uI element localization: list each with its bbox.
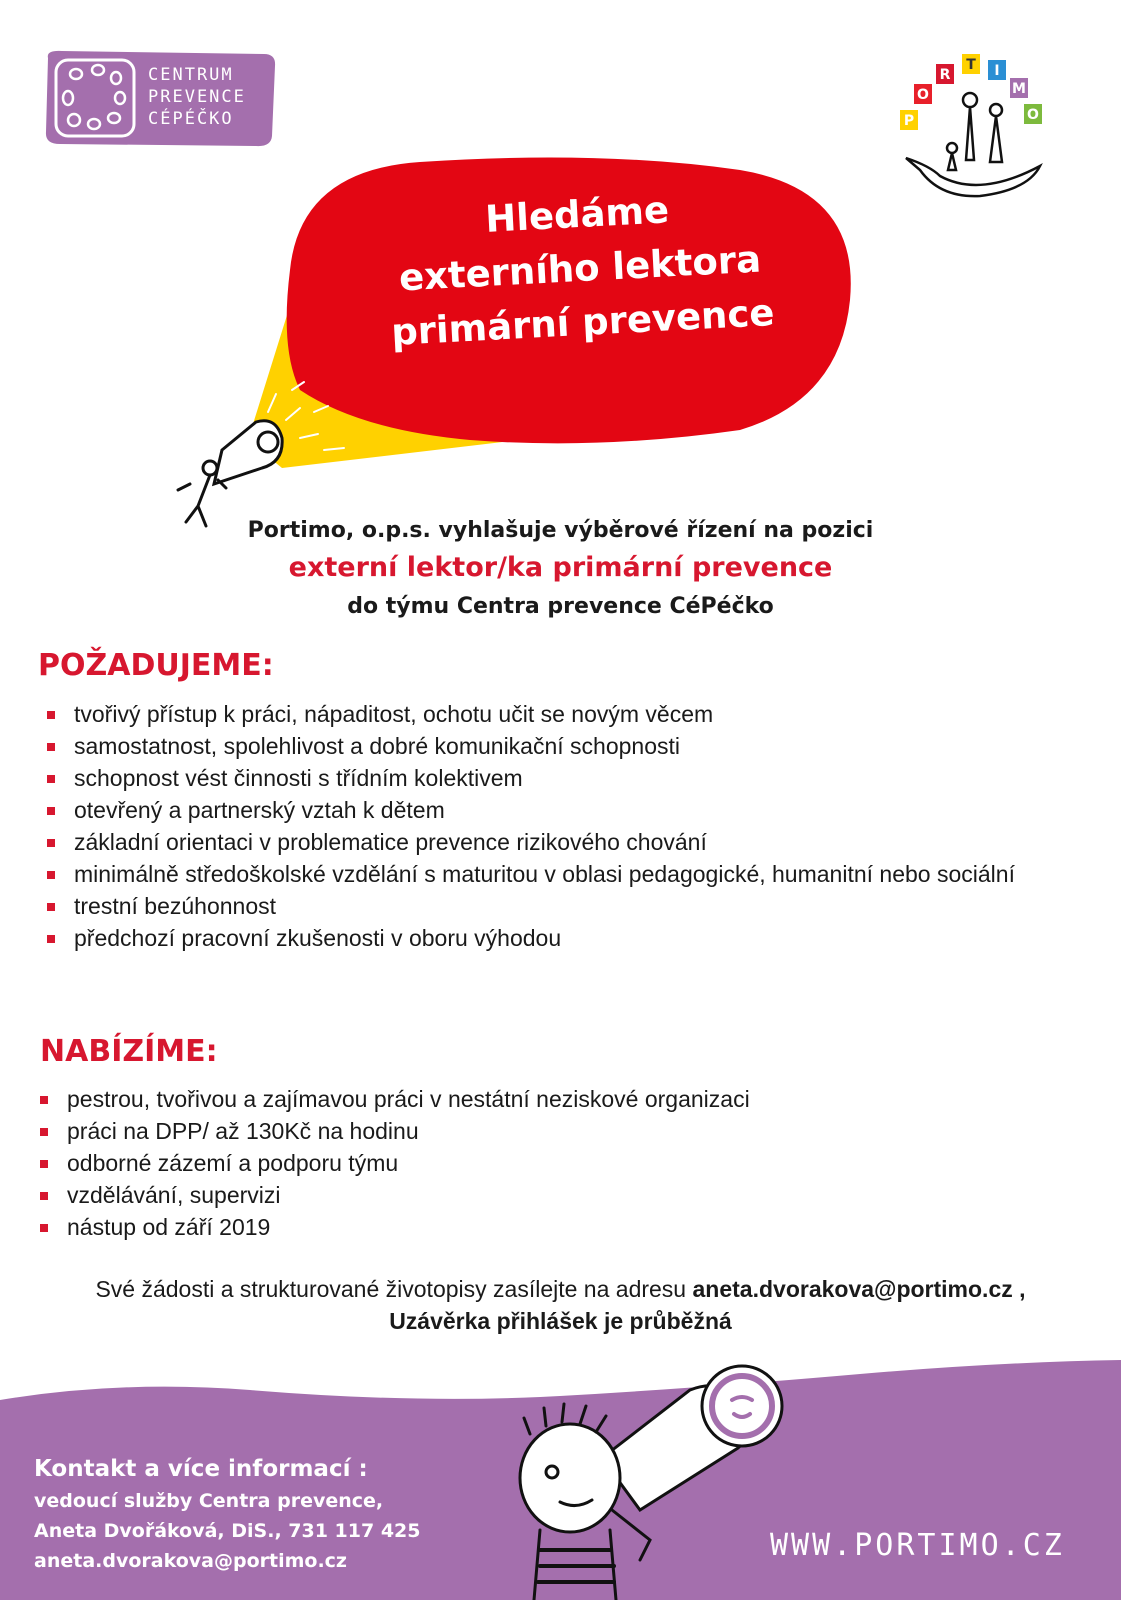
list-item: vzdělávání, supervizi	[67, 1179, 750, 1211]
svg-text:R: R	[939, 67, 951, 83]
application-deadline: Uzávěrka přihlášek je průběžná	[389, 1308, 732, 1334]
svg-text:I: I	[994, 63, 1000, 79]
application-text: Své žádosti a strukturované životopisy zasílejte na adresu	[95, 1276, 693, 1302]
logo-text-line: CÉPÉČKO	[148, 109, 234, 129]
offer-heading: NABÍZÍME:	[40, 1034, 218, 1069]
flashlight-figure	[178, 421, 282, 526]
hero-line: externího lektora	[397, 237, 763, 300]
cepecko-logo-text	[148, 64, 268, 130]
list-item: pestrou, tvořivou a zajímavou práci v nestátní neziskové organizaci	[67, 1083, 750, 1115]
list-item: základní orientaci v problematice prevence rizikového chování	[74, 826, 1015, 858]
requirements-list	[74, 698, 1015, 954]
contact-name-phone: Aneta Dvořáková, DiS., 731 117 425	[34, 1520, 421, 1542]
list-item: schopnost vést činnosti s třídním kolektivem	[74, 762, 1015, 794]
offer-list	[67, 1083, 750, 1243]
contact-title: Kontakt a více informací :	[34, 1456, 368, 1482]
list-item: samostatnost, spolehlivost a dobré komunikační schopnosti	[74, 730, 1015, 762]
bullet-icon	[40, 1224, 48, 1232]
list-item: práci na DPP/ až 130Kč na hodinu	[67, 1115, 750, 1147]
contact-role: vedoucí služby Centra prevence,	[34, 1490, 384, 1512]
list-item: nástup od září 2019	[67, 1211, 750, 1243]
list-item: předchozí pracovní zkušenosti v oboru výhodou	[74, 922, 1015, 954]
list-item: trestní bezúhonnost	[74, 890, 1015, 922]
intro-team-line: do týmu Centra prevence CéPéčko	[347, 594, 774, 619]
hero-line: Hledáme	[484, 188, 671, 241]
bullet-icon	[47, 839, 55, 847]
bullet-icon	[40, 1096, 48, 1104]
bullet-icon	[47, 775, 55, 783]
hero-line: primární prevence	[390, 290, 776, 354]
bullet-icon	[40, 1192, 48, 1200]
svg-text:T: T	[966, 57, 976, 73]
contact-info	[34, 1452, 421, 1576]
position-title: externí lektor/ka primární prevence	[288, 552, 833, 583]
logo-text-line: PREVENCE	[148, 87, 246, 107]
list-item: otevřený a partnerský vztah k dětem	[74, 794, 1015, 826]
logo-text-line: CENTRUM	[148, 65, 234, 85]
svg-text:O: O	[917, 87, 929, 103]
contact-email-link[interactable]: aneta.dvorakova@portimo.cz	[34, 1550, 347, 1572]
bullet-icon	[40, 1128, 48, 1136]
bullet-icon	[47, 807, 55, 815]
svg-text:M: M	[1012, 81, 1026, 97]
website-link[interactable]: WWW.PORTIMO.CZ	[770, 1528, 1065, 1563]
list-item: odborné zázemí a podporu týmu	[67, 1147, 750, 1179]
svg-text:O: O	[1027, 107, 1039, 123]
requirements-heading: POŽADUJEME:	[38, 648, 274, 683]
application-instructions	[0, 1276, 1121, 1303]
application-email-link[interactable]: aneta.dvorakova@portimo.cz ,	[692, 1276, 1026, 1302]
list-item: tvořivý přístup k práci, nápaditost, ochotu učit se novým věcem	[74, 698, 1015, 730]
bullet-icon	[47, 935, 55, 943]
intro-line: Portimo, o.p.s. vyhlašuje výběrové řízení na pozici	[247, 518, 874, 543]
bullet-icon	[40, 1160, 48, 1168]
bullet-icon	[47, 903, 55, 911]
svg-text:P: P	[903, 113, 915, 129]
list-item: minimálně středoškolské vzdělání s maturitou v oblasi pedagogické, humanitní nebo sociální	[74, 858, 1015, 890]
hero-headline	[326, 175, 834, 363]
bullet-icon	[47, 711, 55, 719]
bullet-icon	[47, 871, 55, 879]
bullet-icon	[47, 743, 55, 751]
